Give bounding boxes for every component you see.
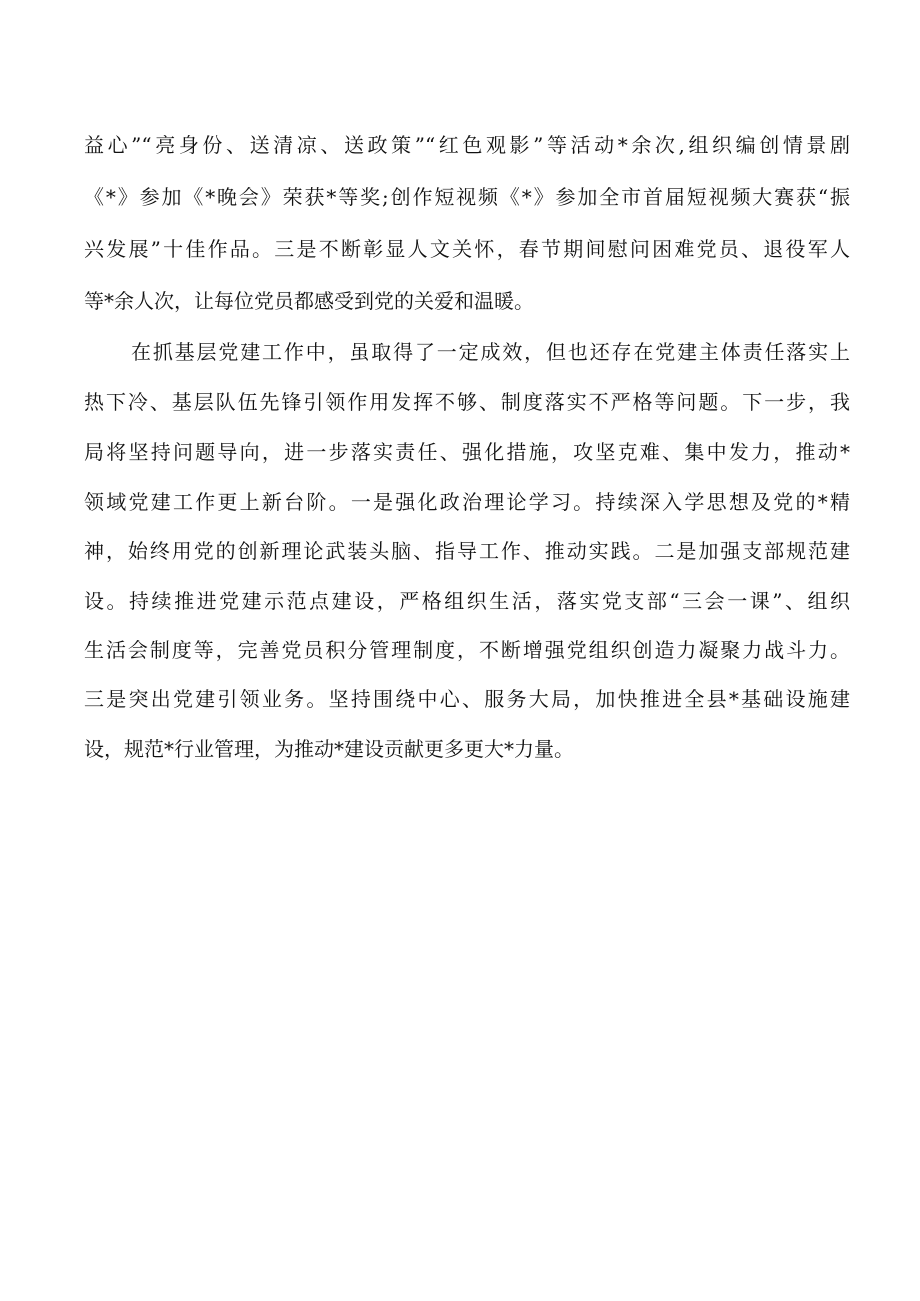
text-line: 《*》参加《*晚会》荣获*等奖;创作短视频《*》参加全市首届短视频大赛获“振 [84, 185, 850, 209]
text-line: 益心”“亮身份、送清凉、送政策”“红色观影”等活动*余次,组织编创情景剧 [84, 133, 850, 157]
text-line: 三是突出党建引领业务。坚持围绕中心、服务大局，加快推进全县*基础设施建 [84, 687, 850, 711]
text-line: 生活会制度等，完善党员积分管理制度，不断增强党组织创造力凝聚力战斗力。 [84, 638, 850, 662]
text-line: 兴发展”十佳作品。三是不断彰显人文关怀，春节期间慰问困难党员、退役军人 [84, 237, 850, 261]
text-line: 设。持续推进党建示范点建设，严格组织生活，落实党支部“三会一课”、组织 [84, 589, 850, 613]
text-line: 局将坚持问题导向，进一步落实责任、强化措施，攻坚克难、集中发力，推动* [84, 440, 850, 464]
text-line: 领域党建工作更上新台阶。一是强化政治理论学习。持续深入学思想及党的*精 [84, 490, 850, 514]
text-line: 设，规范*行业管理，为推动*建设贡献更多更大*力量。 [84, 737, 574, 761]
text-line: 等*余人次，让每位党员都感受到党的关爱和温暖。 [84, 289, 534, 313]
text-line: 热下冷、基层队伍先锋引领作用发挥不够、制度落实不严格等问题。下一步，我 [84, 390, 850, 414]
text-line: 神，始终用党的创新理论武装头脑、指导工作、推动实践。二是加强支部规范建 [84, 539, 850, 563]
text-line: 在抓基层党建工作中，虽取得了一定成效，但也还存在党建主体责任落实上 [131, 340, 850, 364]
